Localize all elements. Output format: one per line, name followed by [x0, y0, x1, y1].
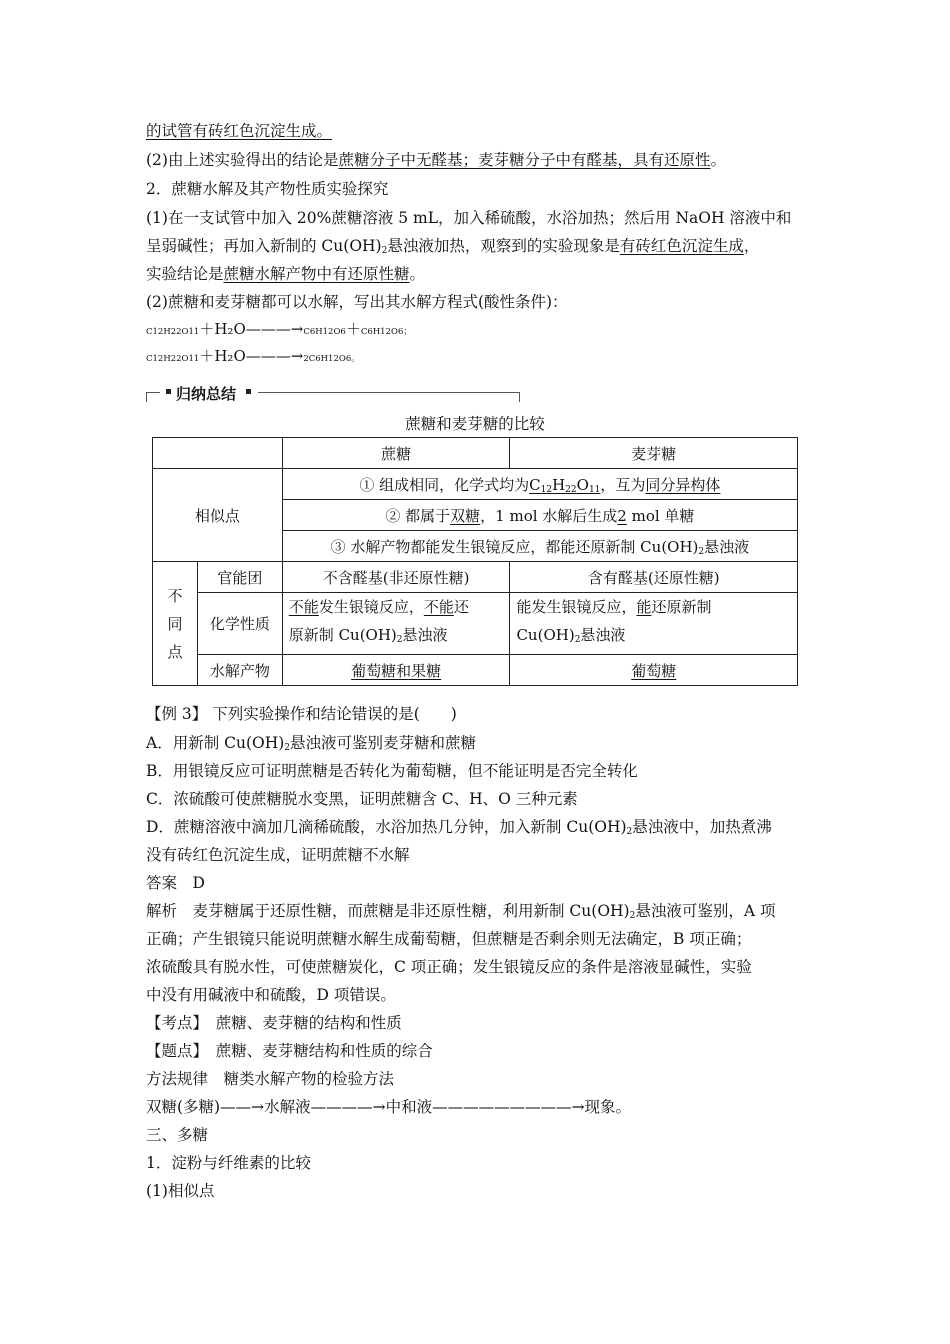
text-span: 悬浊液中，加热煮沸 — [632, 818, 772, 836]
example-question: 【例 3】 下列实验操作和结论错误的是( ) — [146, 705, 457, 723]
answer-underline: 不能 — [288, 598, 319, 616]
text-span: 能发生银镜反应， — [516, 598, 637, 616]
table-cell — [282, 593, 510, 655]
option-a — [146, 732, 476, 759]
text-span: 发生银镜反应， — [318, 598, 424, 616]
formula: 2C6H12O6 — [303, 354, 352, 364]
subscript: 2 — [629, 911, 636, 921]
header-rule — [519, 392, 520, 402]
subscript: 2 — [626, 827, 633, 837]
text-span: ③ 水解产物都能发生银镜反应，都能还原新制 Cu(OH) — [330, 537, 699, 556]
table-header: 麦芽糖 — [510, 438, 798, 469]
comparison-table — [152, 437, 798, 686]
section-heading: 三、多糖 — [146, 1126, 209, 1144]
table-cell — [282, 469, 797, 500]
kaodian-line: 【考点】 蔗糖、麦芽糖的结构和性质 — [146, 1014, 402, 1032]
text-span: 悬浊液可鉴别麦芽糖和蔗糖 — [290, 734, 477, 752]
bullet-icon — [246, 389, 251, 394]
table-row — [153, 655, 798, 686]
summary-title: 归纳总结 — [176, 385, 237, 403]
option-d — [146, 816, 772, 843]
table-cell: 含有醛基(还原性糖) — [510, 562, 798, 593]
flow-line: 双糖(多糖)——→水解液————→中和液—————————→现象。 — [146, 1098, 632, 1116]
table-row — [153, 469, 798, 500]
text-span: ，1 mol 水解后生成 — [480, 506, 618, 525]
text-line — [146, 235, 759, 262]
answer-underline: 不能 — [423, 598, 454, 616]
text-span: 悬浊液可鉴别，A 项 — [635, 902, 776, 920]
answer-underline: 葡萄糖 — [631, 661, 677, 680]
equation-line — [146, 345, 360, 370]
text-span: D．蔗糖溶液中滴加几滴稀硫酸，水浴加热几分钟，加入新制 Cu(OH) — [146, 818, 627, 836]
text-span: (2)由上述实验得出的结论是 — [146, 151, 339, 169]
formula: C12H22O11 — [146, 327, 200, 337]
text-span: 。 — [409, 265, 426, 283]
subsection-heading: (1)相似点 — [146, 1182, 215, 1200]
text-span: 悬浊液 — [704, 537, 750, 556]
text-span: ， — [743, 237, 760, 255]
section-heading: 1．淀粉与纤维素的比较 — [146, 1154, 311, 1172]
table-caption: 蔗糖和麦芽糖的比较 — [405, 415, 545, 433]
text-span: 呈弱碱性；再加入新制的 Cu(OH) — [146, 237, 382, 255]
text-span: ② 都属于 — [385, 506, 451, 525]
subscript: 2 — [396, 635, 403, 645]
text-span: 悬浊液加热，观察到的实验现象是 — [387, 237, 620, 255]
text-line — [146, 120, 332, 142]
answer-line: 答案 D — [146, 874, 205, 892]
text-span: A．用新制 Cu(OH) — [146, 734, 285, 752]
answer-underline: 的试管有砖红色沉淀生成。 — [146, 122, 333, 140]
text-line: (2)蔗糖和麦芽糖都可以水解，写出其水解方程式(酸性条件)： — [146, 293, 568, 311]
subscript: 2 — [574, 635, 581, 645]
text-span: 悬浊液 — [580, 626, 626, 644]
answer-underline: 同分异构体 — [645, 475, 721, 494]
text-span: 实验结论是 — [146, 265, 224, 283]
equation-line — [146, 318, 412, 343]
answer-underline: 有砖红色沉淀生成 — [619, 237, 744, 255]
formula: C12H22O11 — [146, 354, 200, 364]
subscript: 2 — [381, 246, 388, 256]
table-row-header: 不 同 点 — [153, 562, 198, 686]
explanation-line: 中没有用碱液中和硫酸，D 项错误。 — [146, 986, 396, 1004]
table-cell — [153, 438, 283, 469]
text-line — [146, 263, 425, 285]
answer-underline: 蔗糖水解产物中有还原性糖 — [223, 265, 410, 283]
formula: ； — [403, 327, 412, 337]
text-span: mol 单糖 — [626, 506, 695, 525]
table-row — [153, 438, 798, 469]
text-span: 解析 麦芽糖属于还原性糖，而蔗糖是非还原性糖，利用新制 Cu(OH) — [146, 902, 630, 920]
text-span: 还原新制 — [651, 598, 712, 616]
table-cell — [510, 593, 798, 655]
table-header: 蔗糖 — [282, 438, 510, 469]
text-span: 原新制 Cu(OH) — [288, 626, 397, 644]
formula: C6H12O6 — [303, 327, 346, 337]
answer-underline: 蔗糖分子中无醛基；麦芽糖分子中有醛基，具有还原性 — [338, 151, 711, 169]
table-cell: 不含醛基(非还原性糖) — [282, 562, 510, 593]
answer-underline: 双糖 — [450, 506, 481, 525]
text-span: ① 组成相同，化学式均为 — [359, 475, 530, 494]
text-span: 。 — [710, 151, 726, 169]
table-cell — [282, 500, 797, 531]
table-cell — [510, 655, 798, 686]
table-row-header: 相似点 — [153, 469, 283, 562]
text-span: 悬浊液 — [402, 626, 448, 644]
answer-underline: 葡萄糖和果糖 — [351, 661, 442, 680]
subscript: 2 — [698, 546, 705, 557]
formula: 。 — [351, 354, 360, 364]
text-span: 还 — [453, 598, 469, 616]
summary-header — [146, 384, 526, 406]
table-row-header: 水解产物 — [197, 655, 282, 686]
header-rule — [258, 392, 520, 393]
formula: C6H12O6 — [360, 327, 404, 337]
header-rule — [146, 392, 147, 402]
answer-underline: $C_{12}H_{22}O_{11}$ — [529, 475, 601, 495]
table-row-header: 化学性质 — [197, 593, 282, 655]
table-row — [153, 562, 798, 593]
table-row — [153, 593, 798, 655]
header-rule — [146, 392, 160, 393]
table-cell — [282, 655, 510, 686]
answer-underline: 2 — [617, 506, 627, 525]
bullet-icon — [166, 389, 171, 394]
option-c: C．浓硫酸可使蔗糖脱水变黑，证明蔗糖含 C、H、O 三种元素 — [146, 790, 578, 808]
subscript: 2 — [284, 743, 291, 753]
text-span: ，互为 — [600, 475, 646, 494]
text-line — [146, 149, 726, 171]
formula: ＋ — [345, 320, 361, 338]
explanation-line: 正确；产生银镜只能说明蔗糖水解生成葡萄糖，但蔗糖是否剩余则无法确定，B 项正确； — [146, 930, 752, 948]
answer-underline: 能 — [636, 598, 652, 616]
text-span: Cu(OH) — [516, 626, 575, 644]
option-b: B．用银镜反应可证明蔗糖是否转化为葡萄糖，但不能证明是否完全转化 — [146, 762, 638, 780]
explanation-line: 浓硫酸具有脱水性，可使蔗糖炭化，C 项正确；发生银镜反应的条件是溶液显碱性，实验 — [146, 958, 752, 976]
table-row-header: 官能团 — [197, 562, 282, 593]
tidian-line: 【题点】 蔗糖、麦芽糖结构和性质的综合 — [146, 1042, 433, 1060]
table-cell — [282, 531, 797, 562]
section-heading: 2．蔗糖水解及其产物性质实验探究 — [146, 180, 389, 198]
method-line: 方法规律 糖类水解产物的检验方法 — [146, 1070, 395, 1088]
text-line: (1)在一支试管中加入 20%蔗糖溶液 5 mL，加入稀硫酸，水浴加热；然后用 NaOH 溶液中和 — [146, 209, 792, 227]
formula: ＋H₂O———→ — [199, 347, 304, 365]
option-d-cont: 没有砖红色沉淀生成，证明蔗糖不水解 — [146, 846, 410, 864]
formula: ＋H₂O———→ — [199, 320, 304, 338]
explanation-line — [146, 900, 775, 927]
